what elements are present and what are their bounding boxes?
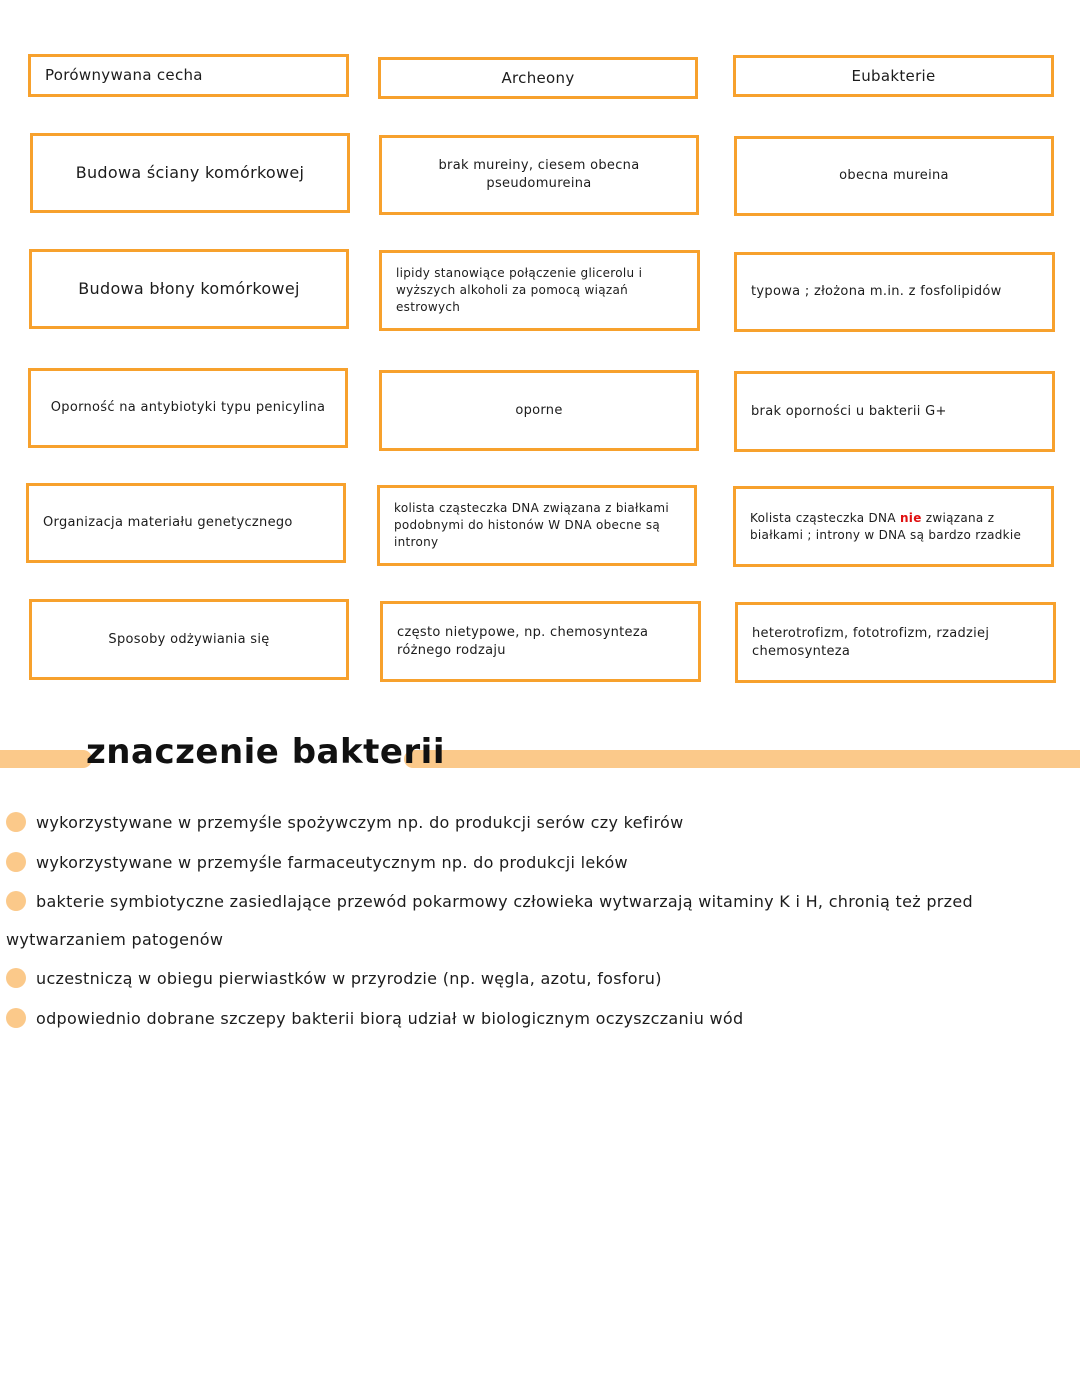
row-nutrition-archaea xyxy=(380,601,701,682)
negation-highlight: nie xyxy=(899,510,922,525)
list-item-text: uczestniczą w obiegu pierwiastków w przyrodzie (np. węgla, azotu, fosforu) xyxy=(36,969,662,988)
list-item-text: wykorzystywane w przemyśle spożywczym np. do produkcji serów czy kefirów xyxy=(36,813,684,832)
row-archaea-text: kolista cząsteczka DNA związana z białkami podobnymi do histonów W DNA obecne są introny xyxy=(394,501,670,549)
heading-highlight-left xyxy=(0,750,92,768)
bullet-dot-icon xyxy=(6,812,26,832)
row-eubacteria-text xyxy=(750,510,1037,544)
row-antibiotic-archaea xyxy=(379,370,699,451)
row-cell-wall-feature xyxy=(30,133,350,213)
list-item xyxy=(6,844,1066,882)
row-feature-label: Organizacja materiału genetycznego xyxy=(43,515,293,531)
list-item xyxy=(6,804,1066,842)
header-eubacteria-label: Eubakterie xyxy=(851,66,936,85)
list-item-text: bakterie symbiotyczne zasiedlające przewód pokarmowy człowieka wytwarzają witaminy K i H, chronią też przed wytwarzaniem patogenów xyxy=(6,892,973,949)
list-item xyxy=(6,960,1066,998)
row-archaea-text: lipidy stanowiące połączenie glicerolu i wyższych alkoholi za pomocą wiązań estrowych xyxy=(396,266,643,314)
row-membrane-eubacteria xyxy=(734,252,1055,332)
bullet-dot-icon xyxy=(6,1008,26,1028)
row-archaea-text: brak mureiny, ciesem obecna pseudomureina xyxy=(438,158,640,191)
bullet-dot-icon xyxy=(6,891,26,911)
row-cell-wall-archaea xyxy=(379,135,699,215)
row-feature-label: Oporność na antybiotyki typu penicylina xyxy=(50,400,326,416)
bullet-dot-icon xyxy=(6,968,26,988)
eubacteria-text-start: Kolista cząsteczka DNA xyxy=(750,510,900,525)
eubacteria-text-end: związana z białkami ; introny w DNA są bardzo rzadkie xyxy=(750,510,1022,542)
list-item xyxy=(6,883,1066,959)
row-eubacteria-text: obecna mureina xyxy=(839,168,949,184)
row-eubacteria-text: typowa ; złożona m.in. z fosfolipidów xyxy=(751,284,1002,300)
list-item-text: odpowiednio dobrane szczepy bakterii biorą udział w biologicznym oczyszczaniu wód xyxy=(36,1009,744,1028)
row-genetic-eubacteria xyxy=(733,486,1054,567)
row-membrane-feature xyxy=(29,249,349,329)
header-feature-label: Porównywana cecha xyxy=(45,66,203,85)
header-eubacteria-cell xyxy=(733,55,1054,97)
section-title: znaczenie bakterii xyxy=(86,732,445,772)
header-archaea-label: Archeony xyxy=(501,68,575,87)
row-feature-label: Sposoby odżywiania się xyxy=(108,631,270,647)
row-genetic-feature xyxy=(26,483,346,563)
row-antibiotic-feature xyxy=(28,368,348,448)
row-feature-label: Budowa ściany komórkowej xyxy=(75,163,305,183)
row-genetic-archaea xyxy=(377,485,697,566)
row-feature-label: Budowa błony komórkowej xyxy=(78,279,300,299)
row-eubacteria-text: heterotrofizm, fototrofizm, rzadziej chemosynteza xyxy=(752,625,990,659)
bullet-dot-icon xyxy=(6,852,26,872)
header-archaea-cell xyxy=(378,57,698,99)
list-item-text: wykorzystywane w przemyśle farmaceutycznym np. do produkcji leków xyxy=(36,853,628,872)
list-item xyxy=(6,1000,1066,1038)
row-nutrition-feature xyxy=(29,599,349,680)
row-membrane-archaea xyxy=(379,250,700,331)
heading-highlight-right xyxy=(404,750,1080,768)
header-feature-cell xyxy=(28,54,349,97)
row-antibiotic-eubacteria xyxy=(734,371,1055,452)
row-archaea-text: często nietypowe, np. chemosynteza różnego rodzaju xyxy=(397,624,649,658)
row-cell-wall-eubacteria xyxy=(734,136,1054,216)
row-eubacteria-text: brak oporności u bakterii G+ xyxy=(751,403,947,419)
row-nutrition-eubacteria xyxy=(735,602,1056,683)
row-archaea-text: oporne xyxy=(515,402,563,418)
